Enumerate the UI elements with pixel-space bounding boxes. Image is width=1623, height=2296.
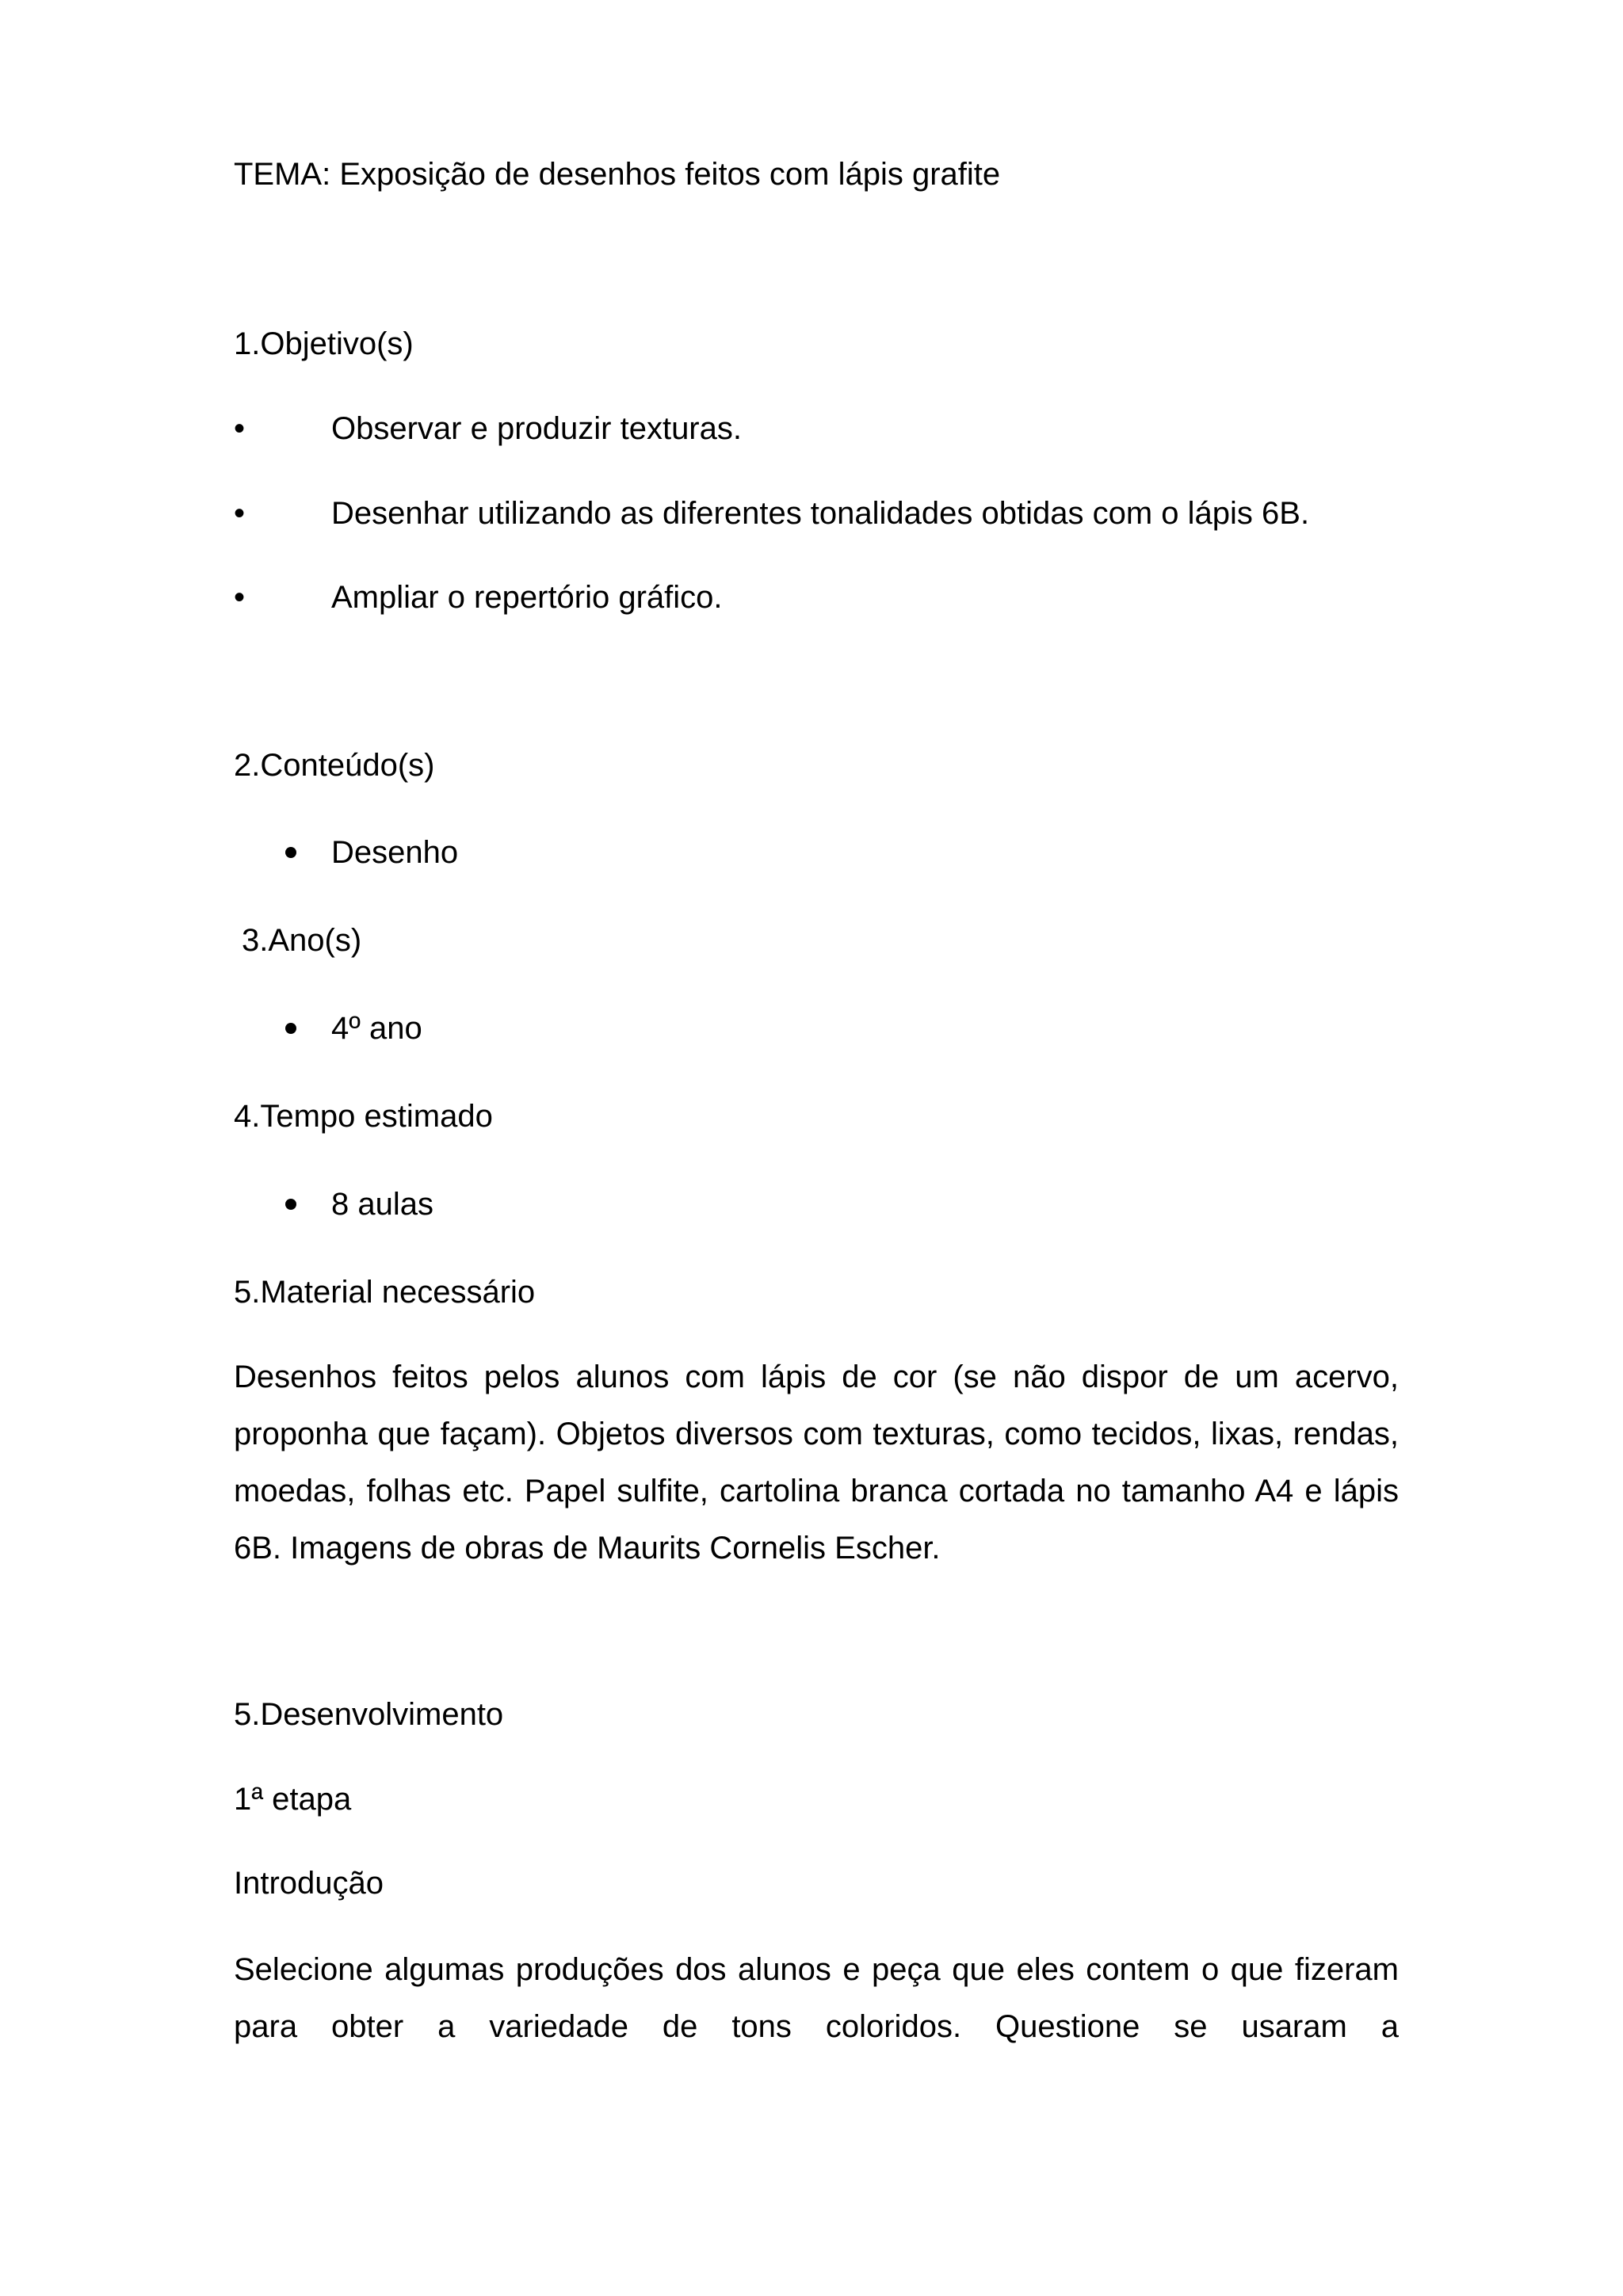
- section-heading-tempo: 4.Tempo estimado: [234, 1099, 493, 1134]
- objetivo-item: Ampliar o repertório gráfico.: [331, 580, 723, 615]
- bullet-dot-icon: [285, 847, 296, 858]
- objetivo-item: Observar e produzir texturas.: [331, 411, 742, 446]
- subheading-introducao: Introdução: [234, 1866, 384, 1901]
- etapa-label: 1ª etapa: [234, 1782, 352, 1817]
- bullet-dot-icon: [285, 1023, 296, 1034]
- document-title: TEMA: Exposição de desenhos feitos com lápis grafite: [234, 157, 1001, 192]
- desenvolvimento-paragraph: Selecione algumas produções dos alunos e peça que eles contem o que fizeram para obter a variedade de tons coloridos. Questione se usaram a: [234, 1952, 1399, 2044]
- bullet-dot-icon: [285, 1199, 296, 1210]
- conteudo-item: Desenho: [331, 835, 459, 870]
- bullet-marker: •: [234, 580, 246, 615]
- bullet-marker: •: [234, 411, 246, 446]
- material-paragraph: Desenhos feitos pelos alunos com lápis de cor (se não dispor de um acervo, proponha que façam). Objetos diversos com texturas, como tecidos, lixas, rendas, moedas, folhas etc. Papel sulfite, cartolina branca cortada no tamanho A4 e lápis 6B. Imagens de obras de Maurits Cornelis Escher.: [234, 1360, 1399, 1566]
- ano-item: 4º ano: [331, 1011, 422, 1046]
- section-heading-desenvolvimento: 5.Desenvolvimento: [234, 1697, 504, 1732]
- tempo-item: 8 aulas: [331, 1187, 433, 1222]
- section-heading-objetivos: 1.Objetivo(s): [234, 326, 414, 361]
- section-heading-material: 5.Material necessário: [234, 1275, 536, 1310]
- section-heading-anos: 3.Ano(s): [242, 923, 362, 958]
- objetivo-item: Desenhar utilizando as diferentes tonalidades obtidas com o lápis 6B.: [331, 496, 1310, 531]
- section-heading-conteudos: 2.Conteúdo(s): [234, 748, 435, 783]
- bullet-marker: •: [234, 496, 246, 531]
